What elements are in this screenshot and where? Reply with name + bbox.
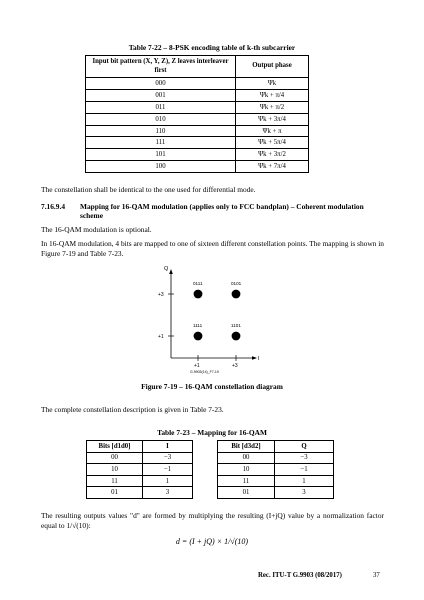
table-723-caption: Table 7-23 – Mapping for 16-QAM: [157, 428, 267, 437]
paragraph-optional: The 16-QAM modulation is optional.: [41, 225, 152, 234]
table-cell: 11: [87, 475, 143, 487]
table-row: [86, 149, 309, 161]
section-title: Mapping for 16-QAM modulation (applies only to FCC bandplan) – Coherent modulation scheme: [80, 202, 364, 220]
table-cell: 100: [86, 161, 236, 173]
table-cell: 10: [87, 464, 143, 476]
table-cell: −1: [143, 464, 193, 476]
table-row: [86, 89, 309, 101]
table-cell: 000: [86, 78, 236, 90]
table-row: [86, 125, 309, 137]
x-tick-label: +3: [232, 363, 238, 369]
table-cell: 111: [86, 137, 236, 149]
q-axis-arrow: [169, 269, 173, 274]
table-row: [218, 464, 334, 476]
table-cell: Ψk + 5π/4: [236, 137, 309, 149]
normalization-formula: d = (I + jQ) × 1/√(10): [175, 537, 249, 546]
table-cell: 1: [143, 475, 193, 487]
constellation-point: [194, 332, 203, 341]
table-row: [87, 464, 193, 476]
q-axis-label: Q: [164, 266, 169, 272]
table-cell: 00: [218, 452, 275, 464]
constellation-point: [232, 290, 241, 299]
table-cell: 11: [218, 475, 275, 487]
table-row: [86, 113, 309, 125]
table-row: [86, 137, 309, 149]
table-row: [87, 475, 193, 487]
table-cell: 001: [86, 89, 236, 101]
y-tick-label: +1: [158, 334, 164, 340]
table-row: [86, 101, 309, 113]
table-723-header-q: Q: [275, 441, 334, 453]
table-cell: Ψk + π/4: [236, 89, 309, 101]
table-cell: Ψk + π: [236, 125, 309, 137]
table-cell: 011: [86, 101, 236, 113]
figure-caption: Figure 7-19 – 16-QAM constellation diagram: [141, 382, 283, 391]
table-722-header-input: Input bit pattern (X, Y, Z), Z leaves interleaver first: [86, 56, 236, 78]
point-label: 1111: [193, 323, 203, 328]
figure-id: G.9903(14)_F7-19: [190, 370, 219, 374]
table-cell: Ψk + 7π/4: [236, 161, 309, 173]
table-cell: 01: [218, 487, 275, 499]
table-row: [218, 475, 334, 487]
table-cell: 00: [87, 452, 143, 464]
table-723-right: [217, 440, 334, 499]
point-label: 1101: [231, 323, 241, 328]
table-723-header-bit: Bit [d3d2]: [218, 441, 275, 453]
table-cell: Ψk + 3π/2: [236, 149, 309, 161]
table-cell: −3: [275, 452, 334, 464]
table-cell: −1: [275, 464, 334, 476]
table-cell: 10: [218, 464, 275, 476]
table-723-header-i: I: [143, 441, 193, 453]
table-723-left: [86, 440, 193, 499]
page-number: 37: [373, 572, 380, 579]
paragraph-complete: The complete constellation description is given in Table 7-23.: [41, 405, 224, 414]
table-cell: 3: [143, 487, 193, 499]
constellation-point: [232, 332, 241, 341]
table-cell: 1: [275, 475, 334, 487]
table-cell: Ψk + π/2: [236, 101, 309, 113]
table-cell: Ψk + 3π/4: [236, 113, 309, 125]
y-tick-label: +3: [158, 292, 164, 298]
table-cell: 010: [86, 113, 236, 125]
table-722: [85, 55, 309, 173]
table-row: [218, 487, 334, 499]
table-row: [218, 452, 334, 464]
paragraph-mapping: In 16-QAM modulation, 4 bits are mapped to one of sixteen different constellation points. The mapping is shown in Figure 7-19 and Table 7-23.: [41, 239, 384, 258]
point-label: 0101: [231, 281, 242, 286]
table-cell: 01: [87, 487, 143, 499]
table-723-header-bits: Bits [d1d0]: [87, 441, 143, 453]
paragraph-constellation: The constellation shall be identical to the one used for differential mode.: [41, 185, 256, 194]
paragraph-resulting: The resulting outputs values "d" are formed by multiplying the resulting (I+jQ) value by a normalization factor equal to 1/√(10):: [41, 511, 384, 530]
section-number: 7.16.9.4: [41, 202, 66, 211]
table-row: [86, 161, 309, 173]
table-722-header-output: Output phase: [236, 56, 309, 78]
i-axis-arrow: [252, 356, 257, 360]
table-cell: −3: [143, 452, 193, 464]
table-cell: 3: [275, 487, 334, 499]
x-tick-label: +1: [194, 363, 200, 369]
table-722-caption: Table 7-22 – 8-PSK encoding table of k-th subcarrier: [128, 43, 296, 52]
constellation-diagram: [150, 262, 280, 374]
table-row: [87, 487, 193, 499]
table-row: [87, 452, 193, 464]
point-label: 0111: [193, 281, 203, 286]
i-axis-label: I: [258, 356, 260, 362]
table-row: [86, 78, 309, 90]
table-cell: 110: [86, 125, 236, 137]
constellation-point: [194, 290, 203, 299]
table-cell: 101: [86, 149, 236, 161]
footer-recommendation: Rec. ITU-T G.9903 (08/2017): [258, 572, 342, 579]
table-cell: Ψk: [236, 78, 309, 90]
